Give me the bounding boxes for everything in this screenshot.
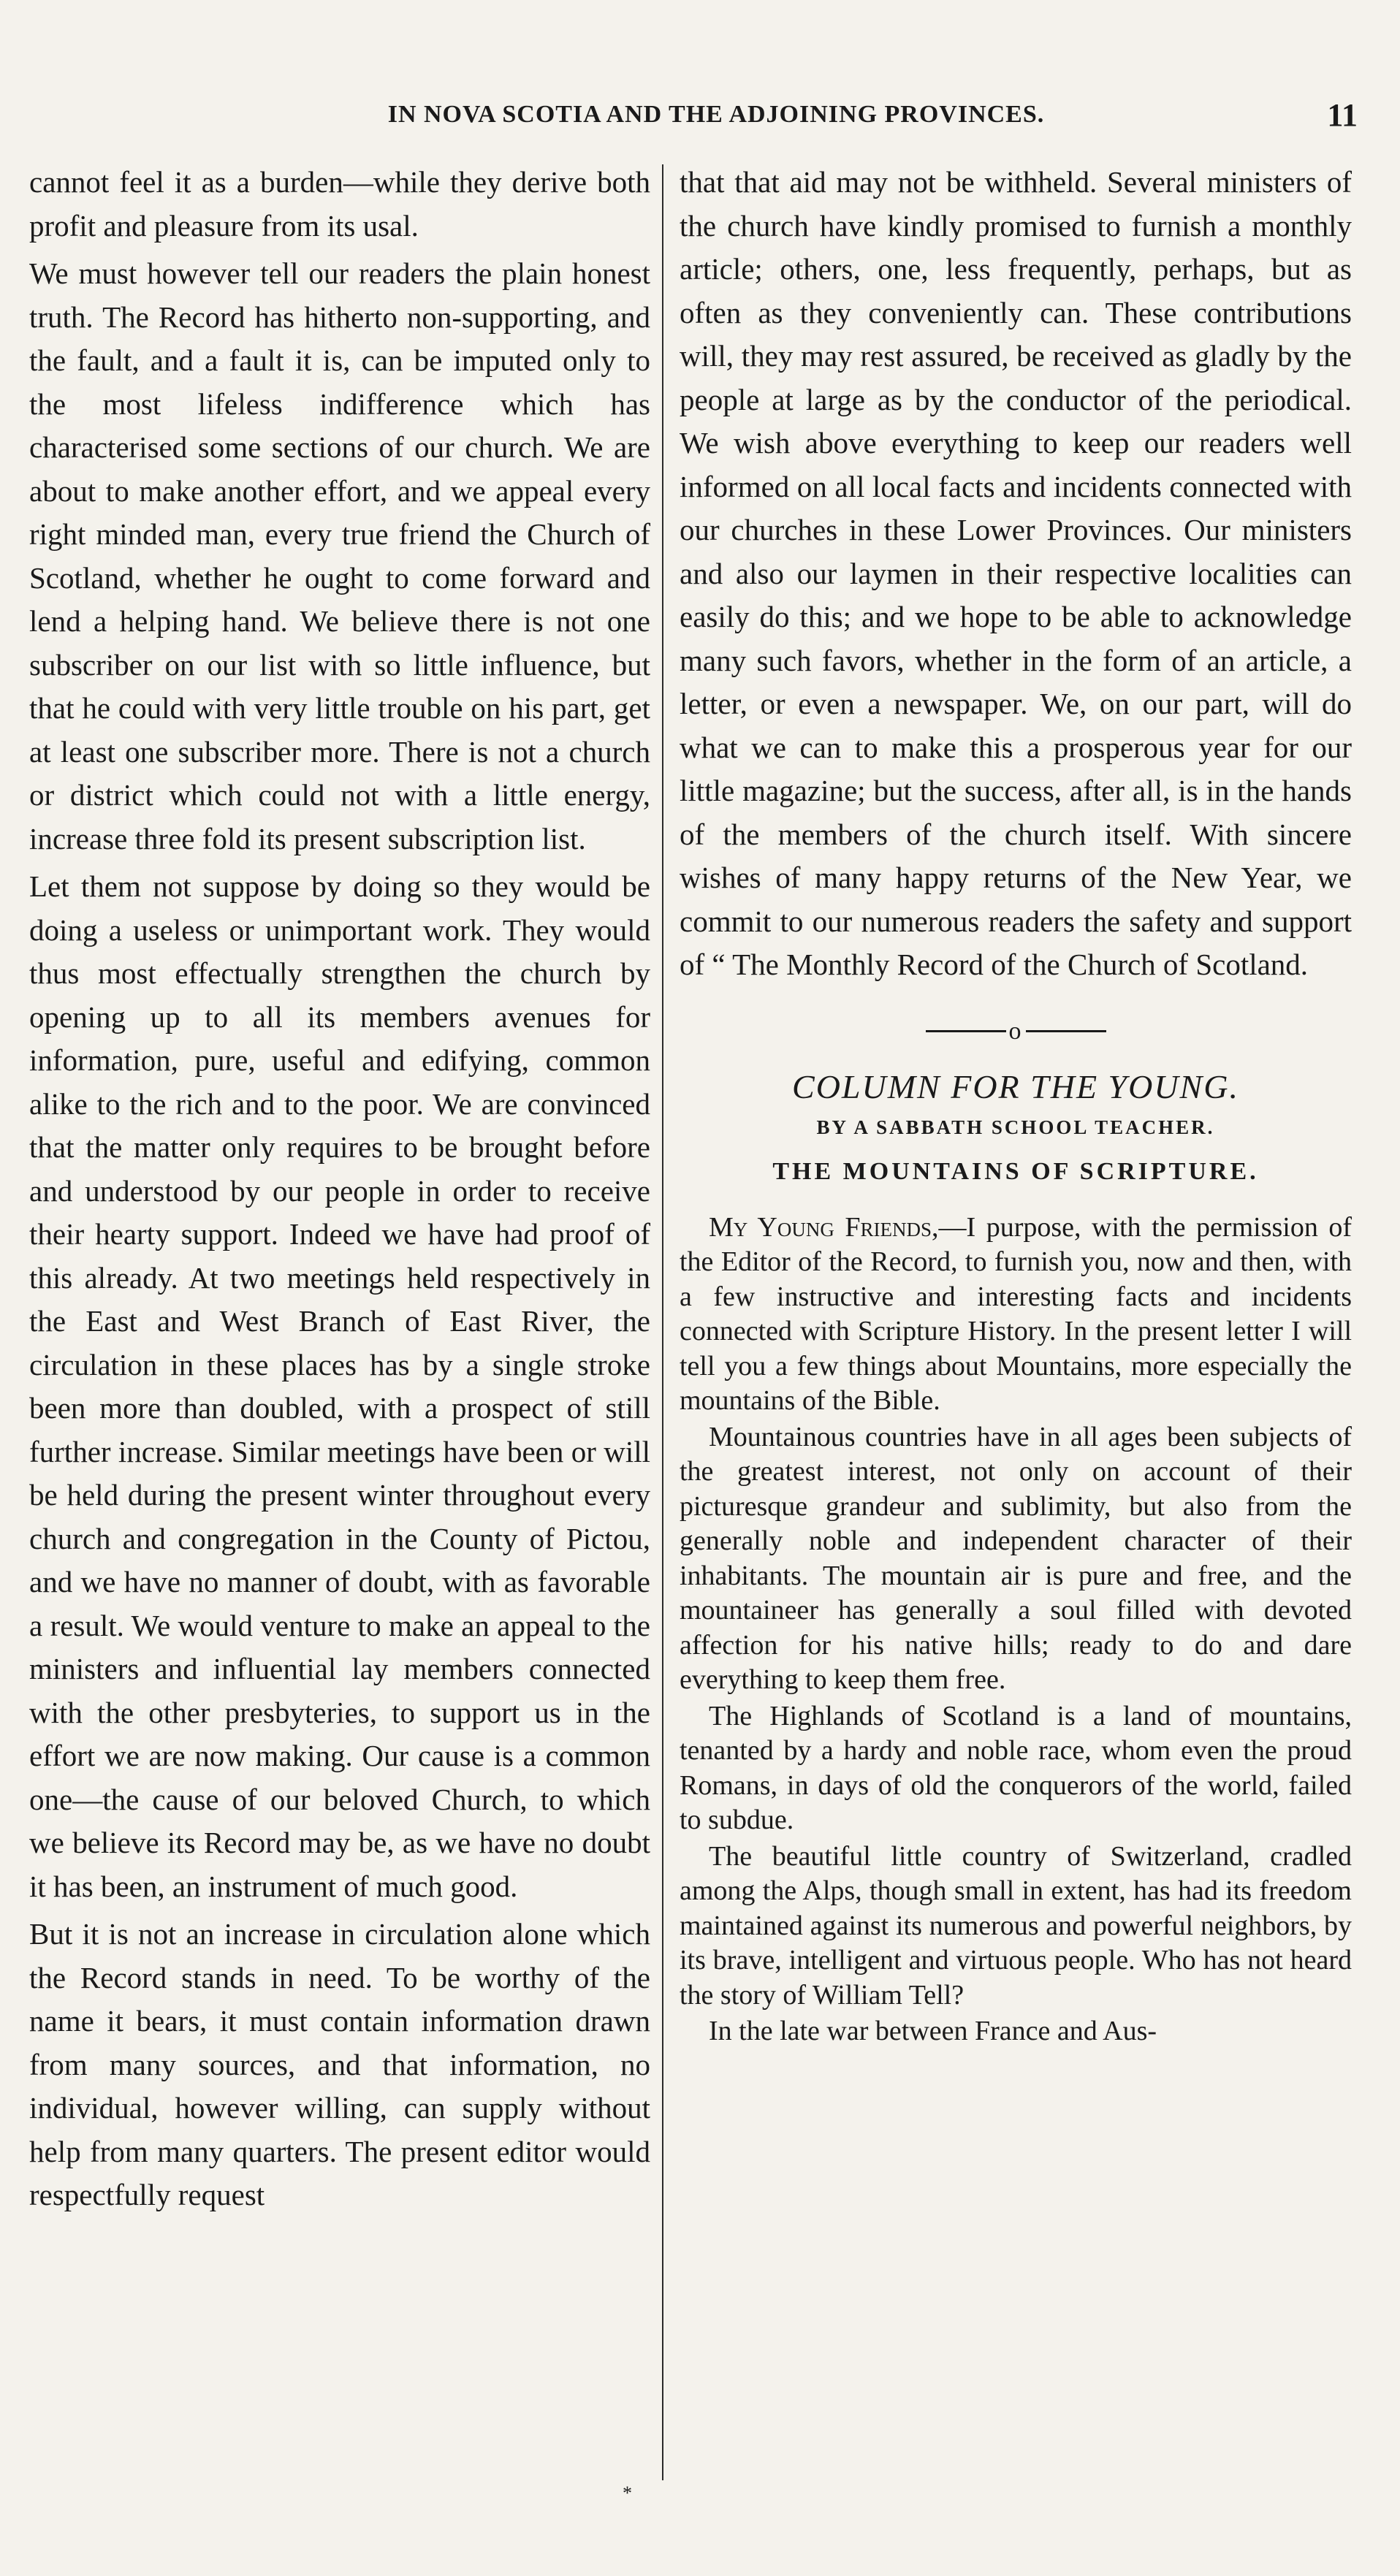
left-column [29,161,650,2217]
right-column [680,161,1352,2049]
running-head: IN NOVA SCOTIA AND THE ADJOINING PROVINCES. [387,101,1045,128]
young-paragraph-1-text: —I purpose, with the permission of the Editor of the Record, to furnish you, now and then, with a few instructive and interesting facts and incidents connected with Scripture History. In the present letter I will tell you a few things about Mountains, more especially the mountains of the Bible. [680,1211,1353,1417]
section-separator [680,1016,1352,1045]
young-paragraph-1 [680,1211,1352,1419]
salutation: My Young Friends, [709,1211,939,1243]
left-paragraph-1: cannot feel it as a burden—while they derive both profit and pleasure from its usal. [29,165,650,243]
young-paragraph-4: The beautiful little country of Switzerland, cradled among the Alps, though small in extent, has had its freedom maintained against its numerous and powerful neighbors, by its brave, intelligent and virtuous people. Who has not heard the story of William Tell? [680,1840,1352,2011]
column-divider [662,164,663,2480]
article-subhead: THE MOUNTAINS OF SCRIPTURE. [772,1157,1259,1185]
footer-mark: * [623,2482,632,2504]
byline: BY A SABBATH SCHOOL TEACHER. [816,1116,1215,1138]
left-paragraph-3: Let them not suppose by doing so they would be doing a useless or unimportant work. They would thus most effectually strengthen the church by opening up to all its members avenues for information, pure, useful and edifying, common alike to the rich and to the poor. We are convinced that the matter only requires to be brought before and understood by our people in order to receive their hearty support. Indeed we have had proof of this already. At two meetings held respectively in the East and West Branch of East River, the circulation in these places has by a single stroke been more than doubled, with a prospect of still further increase. Similar meetings have been or will be held during the present winter throughout every church and congregation in the County of Pictou, and we have no manner of doubt, with as favorable a result. We would venture to make an appeal to the ministers and influential lay members connected with the other presbyteries, to support us in the effort we are now making. Our cause is a common one—the cause of our beloved Church, to which we believe its Record may be, as we have no doubt it has been, an instrument of much good. [29,869,650,1903]
young-paragraph-3: The Highlands of Scotland is a land of mountains, tenanted by a hardy and noble race, whom even the proud Romans, in days of old the conquerors of the world, failed to subdue. [680,1700,1352,1836]
section-title: COLUMN FOR THE YOUNG. [792,1067,1239,1105]
page-header [0,97,1400,145]
right-continued-paragraph: that that aid may not be withheld. Several ministers of the church have kindly promised to furnish a monthly article; others, one, less frequently, perhaps, but as often as they conveniently can. These contributions will, they may rest assured, be received as gladly by the people at large as by the conductor of the periodical. We wish above everything to keep our readers well informed on all local facts and incidents connected with our churches in these Lower Provinces. Our ministers and also our laymen in their respective localities can easily do this; and we hope to be able to acknowledge many such favors, whether in the form of an article, a letter, or even a newspaper. We, on our part, will do what we can to make this a prosperous year for our little magazine; but the success, after all, is in the hands of the members of the church itself. With sincere wishes of many happy returns of the New Year, we commit to our numerous readers the safety and support of “ The Monthly Record of the Church of Scotland. [680,165,1352,981]
page-number: 11 [1327,97,1358,133]
left-paragraph-2: We must however tell our readers the plain honest truth. The Record has hitherto non-supporting, and the fault, and a fault it is, can be imputed only to the most lifeless indifference which has characterised some sections of our church. We are about to make another effort, and we appeal every right minded man, every true friend the Church of Scotland, whether he ought to come forward and lend a helping hand. We believe there is not one subscriber on our list with so little influence, but that he could with very little trouble on his part, get at least one subscriber more. There is not a church or district which could not with a little energy, increase three fold its present subscription list. [29,256,650,856]
separator-mark: o [1008,1017,1023,1045]
left-paragraph-4: But it is not an increase in circulation alone which the Record stands in need. To be worthy of the name it bears, it must contain information drawn from many sources, and that information, no individual, however willing, can supply without help from many quarters. The present editor would respectfully request [29,1917,650,2211]
young-paragraph-5: In the late war between France and Aus- [709,2016,1157,2047]
young-paragraph-2: Mountainous countries have in all ages been subjects of the greatest interest, not only on account of their picturesque grandeur and sublimity, but also from the generally noble and independent character of their inhabitants. The mountain air is pure and free, and the mountaineer has generally a soul filled with devoted affection for his native hills; ready to do and dare everything to keep them free. [680,1421,1352,1696]
